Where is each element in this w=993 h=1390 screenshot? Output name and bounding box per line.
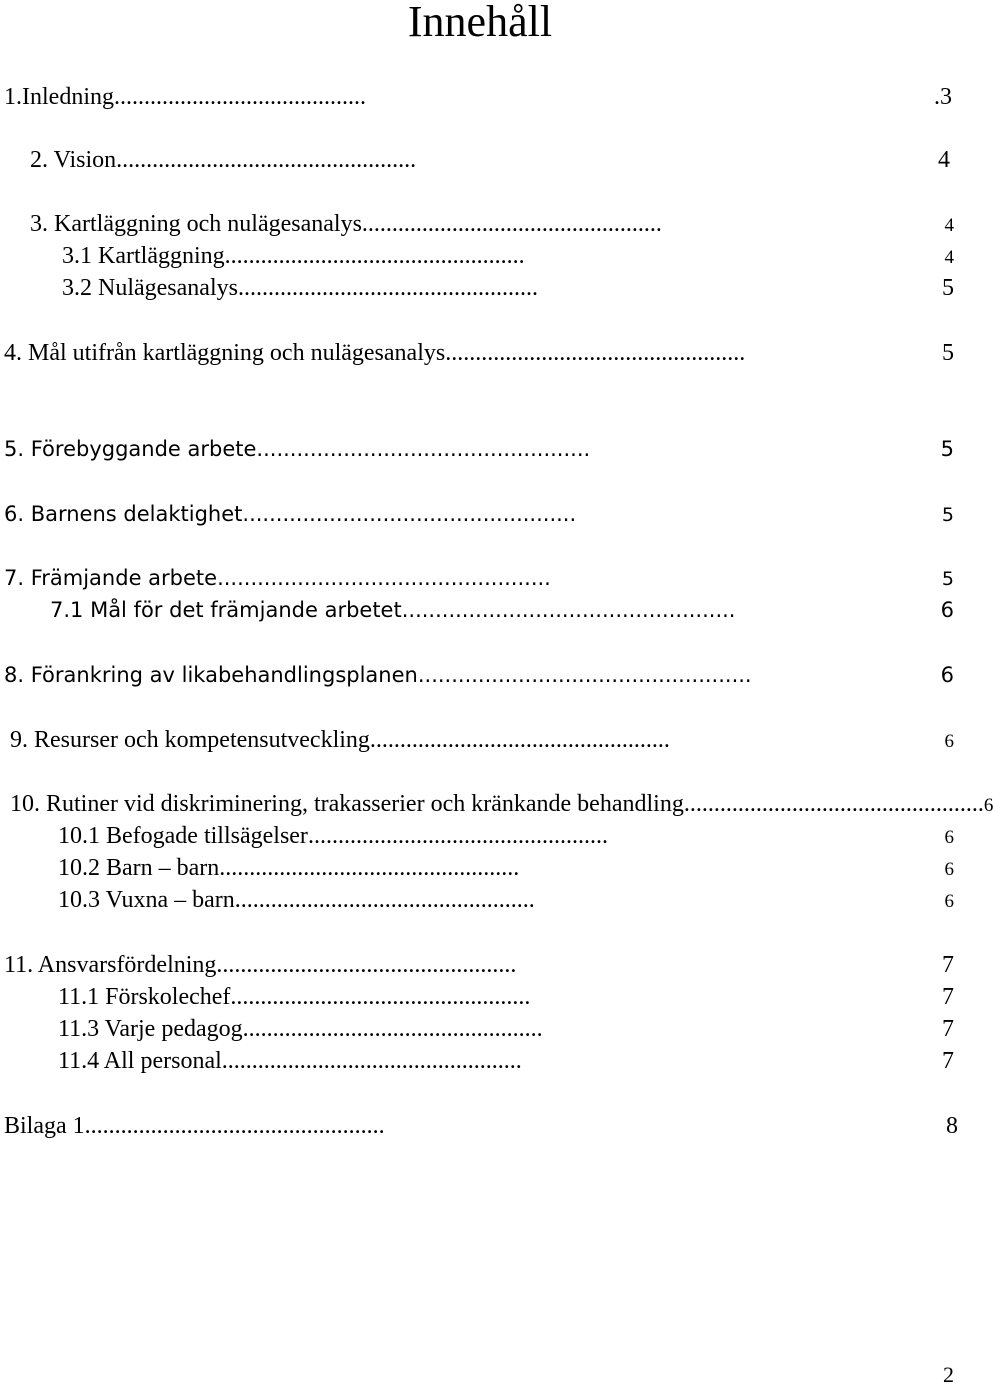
- toc-entry-page: 6: [944, 859, 954, 880]
- toc-entry-label: 9. Resurser och kompetensutveckling: [10, 727, 370, 753]
- toc-entry-page: 6: [983, 795, 993, 816]
- toc-leader-dots: ..................................................: [237, 275, 538, 301]
- toc-entry-label: 10. Rutiner vid diskriminering, trakasserier och kränkande behandling: [10, 791, 684, 817]
- toc-entry-page: 6: [940, 598, 954, 622]
- toc-entry-page: 7: [942, 984, 954, 1010]
- toc-leader-dots: ..................................................: [445, 340, 746, 366]
- toc-entry-label: 4. Mål utifrån kartläggning och nulägesanalys: [4, 340, 446, 366]
- toc-entry-page: 7: [942, 1016, 954, 1042]
- toc-entry[interactable]: [4, 434, 954, 464]
- toc-entry[interactable]: [62, 273, 954, 303]
- toc-leader-dots: ..................................................: [256, 437, 591, 461]
- toc-leader-dots: ..................................................: [361, 211, 662, 237]
- toc-entry-label: Bilaga 1: [4, 1113, 85, 1139]
- toc-entry-label: 1.Inledning: [4, 84, 114, 110]
- toc-entry-label: 8. Förankring av likabehandlingsplanen: [4, 663, 418, 687]
- toc-leader-dots: ..................................................: [417, 663, 752, 687]
- toc-entry-label: 5. Förebyggande arbete: [4, 437, 257, 461]
- toc-entry-page: 5: [940, 437, 954, 461]
- toc-entry-label: 11.1 Förskolechef: [58, 984, 231, 1010]
- toc-entry[interactable]: [58, 853, 954, 883]
- toc-entry[interactable]: [10, 725, 954, 755]
- toc-leader-dots: ..................................................: [116, 147, 417, 173]
- toc-leader-dots: ..................................................: [84, 1113, 385, 1139]
- toc-entry[interactable]: [58, 821, 954, 851]
- toc-entry-page: 6: [944, 827, 954, 848]
- toc-entry-page: 4: [944, 215, 954, 236]
- toc-entry-label: 10.3 Vuxna – barn: [58, 887, 235, 913]
- toc-entry-page: 5: [942, 275, 954, 301]
- toc-entry[interactable]: [4, 499, 954, 529]
- toc-entry-label: 3.1 Kartläggning: [62, 243, 225, 269]
- toc-leader-dots: ..................................................: [217, 566, 551, 590]
- toc-entry[interactable]: [50, 595, 954, 625]
- toc-entry-label: 11.3 Varje pedagog: [58, 1016, 243, 1042]
- toc-leader-dots: ..................................................: [234, 887, 535, 913]
- toc-entry-page: 6: [944, 891, 954, 912]
- toc-entry-page: 5: [942, 340, 954, 366]
- toc-entry-page: 4: [944, 247, 954, 268]
- toc-entry[interactable]: [30, 209, 954, 239]
- toc-entry[interactable]: [4, 660, 954, 690]
- toc-entry-label: 11.4 All personal: [58, 1048, 222, 1074]
- toc-leader-dots: ..................................................: [401, 598, 736, 622]
- toc-entry[interactable]: [4, 563, 954, 593]
- page-number: 2: [943, 1362, 954, 1387]
- toc-entry[interactable]: [4, 82, 952, 112]
- toc-entry-page: 5: [941, 568, 954, 590]
- toc-entry-page: 8: [946, 1113, 958, 1139]
- toc-leader-dots: ..........................................: [113, 84, 366, 110]
- toc-entry-label: 11. Ansvarsfördelning: [4, 952, 217, 978]
- toc-leader-dots: ..................................................: [307, 823, 608, 849]
- toc-leader-dots: ..................................................: [242, 1016, 543, 1042]
- toc-entry-label: 10.2 Barn – barn: [58, 855, 220, 881]
- toc-entry-label: 10.1 Befogade tillsägelser: [58, 823, 308, 849]
- toc-title: Innehåll: [407, 0, 553, 46]
- toc-entry-label: 7.1 Mål för det främjande arbetet: [50, 598, 402, 622]
- toc-entry[interactable]: [58, 1046, 954, 1076]
- toc-entry[interactable]: [30, 145, 950, 175]
- toc-leader-dots: ..................................................: [230, 984, 531, 1010]
- toc-entry[interactable]: [58, 1014, 954, 1044]
- toc-entry-label: 2. Vision: [30, 147, 117, 173]
- toc-leader-dots: ..................................................: [224, 243, 525, 269]
- toc-entry[interactable]: [4, 338, 954, 368]
- toc-entry[interactable]: [62, 241, 954, 271]
- toc-leader-dots: ..................................................: [683, 791, 984, 817]
- toc-leader-dots: ..................................................: [221, 1048, 522, 1074]
- toc-leader-dots: ..................................................: [216, 952, 517, 978]
- toc-entry[interactable]: [4, 950, 954, 980]
- toc-entry-page: 7: [942, 952, 954, 978]
- toc-entry-page: 6: [940, 663, 954, 687]
- toc-entry-page: 4: [938, 147, 950, 173]
- toc-entry-page: 5: [941, 504, 954, 526]
- toc-leader-dots: ..................................................: [242, 502, 577, 526]
- toc-leader-dots: ..................................................: [219, 855, 520, 881]
- toc-entry-label: 3.2 Nulägesanalys: [62, 275, 238, 301]
- toc-entry-page: 6: [944, 731, 954, 752]
- toc-entry[interactable]: [10, 789, 993, 819]
- toc-entry-label: 7. Främjande arbete: [4, 566, 218, 590]
- toc-leader-dots: ..................................................: [369, 727, 670, 753]
- toc-entry-label: 3. Kartläggning och nulägesanalys: [30, 211, 362, 237]
- toc-entry[interactable]: [58, 885, 954, 915]
- toc-entry[interactable]: [4, 1111, 958, 1141]
- toc-entry-page: 7: [942, 1048, 954, 1074]
- toc-entry-page: .3: [934, 84, 952, 110]
- toc-entry[interactable]: [58, 982, 954, 1012]
- toc-entry-label: 6. Barnens delaktighet: [4, 502, 243, 526]
